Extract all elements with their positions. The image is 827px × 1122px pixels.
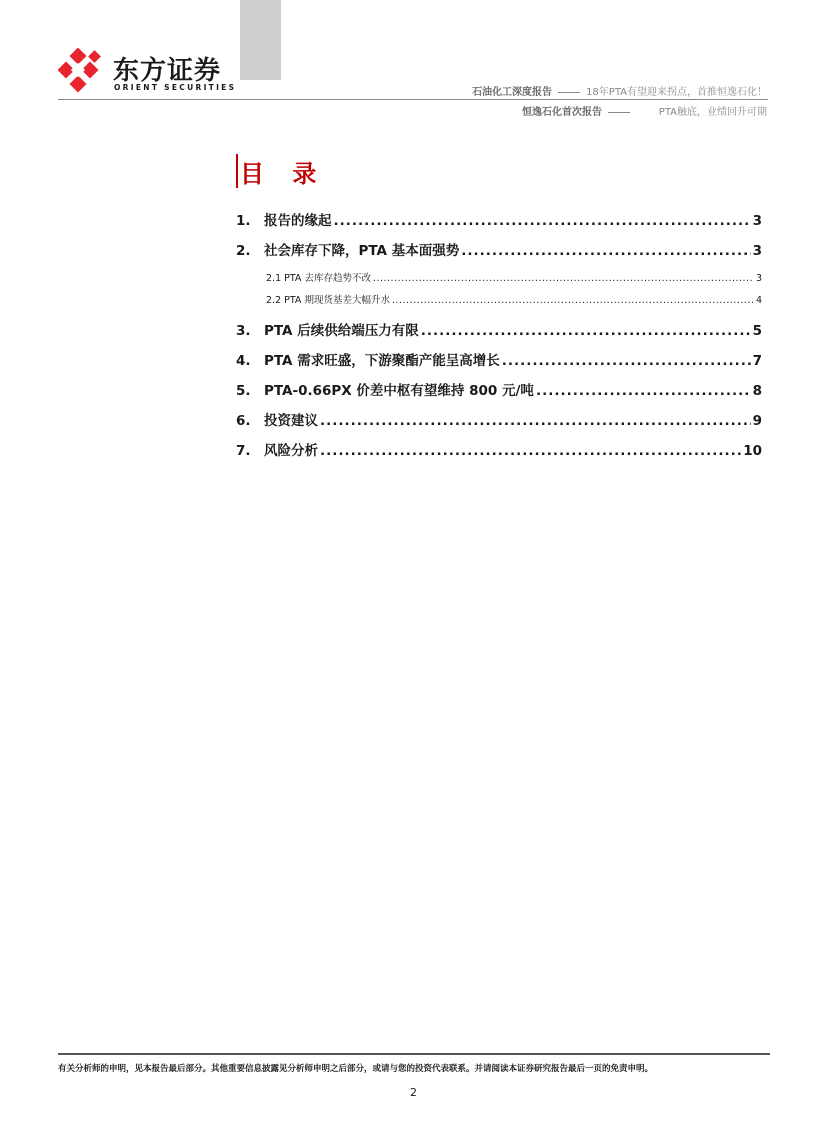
footer-disclaimer: 有关分析师的申明，见本报告最后部分。其他重要信息披露见分析师申明之后部分，或请与您的投资代表联系。并请阅读本证券研究报告最后一页的免责申明。	[58, 1064, 654, 1074]
toc-dot-leader	[320, 410, 751, 432]
logo-text-en: ORIENT SECURITIES	[114, 83, 237, 92]
toc-dot-leader	[392, 292, 754, 310]
header-rule	[58, 99, 768, 100]
header-grey-tab	[240, 0, 281, 80]
header-line-1	[367, 83, 767, 98]
toc-dot-leader	[320, 440, 741, 462]
header-line-2	[367, 103, 767, 118]
toc-entry-page: 3	[752, 243, 762, 259]
toc-title: 目 录	[240, 160, 327, 188]
report-category: 石油化工深度报告	[472, 87, 553, 98]
footer-rule	[58, 1053, 770, 1055]
logo-text-cn: 东方证券	[113, 56, 222, 86]
toc-entry-page: 4	[755, 295, 762, 306]
toc-entry[interactable]	[236, 440, 762, 470]
report-type: 恒逸石化首次报告	[522, 107, 602, 118]
toc-entry-page: 9	[752, 413, 762, 429]
toc-entry-number: 1.	[236, 213, 251, 229]
toc-entry-number: 4.	[236, 353, 251, 369]
toc-entry-label: 投资建议	[264, 413, 318, 429]
toc-entry-label: 2.2 PTA 期现货基差大幅升水	[266, 295, 390, 306]
toc-entry-label: PTA-0.66PX 价差中枢有望维持 800 元/吨	[264, 383, 534, 399]
toc-entry[interactable]	[236, 350, 762, 380]
toc-entry-page: 7	[752, 353, 762, 369]
header-dash	[608, 112, 630, 113]
toc-entry-page: 5	[752, 323, 762, 339]
toc-entry-page: 8	[752, 383, 762, 399]
toc-dot-leader	[334, 210, 751, 232]
toc-entry-label: 2.1 PTA 去库存趋势不改	[266, 273, 371, 284]
toc-dot-leader	[373, 270, 754, 288]
header-dash	[558, 92, 580, 93]
toc-entry-page: 3	[752, 213, 762, 229]
toc-dot-leader	[502, 350, 751, 372]
toc-entry-label: 报告的缘起	[264, 213, 332, 229]
toc-entry-page: 10	[743, 443, 762, 459]
toc-dot-leader	[461, 240, 750, 262]
page-number: 2	[410, 1086, 417, 1099]
orient-logo-icon	[58, 48, 106, 96]
toc-entry[interactable]	[236, 410, 762, 440]
toc-entry-number: 7.	[236, 443, 251, 459]
table-of-contents	[236, 210, 762, 470]
toc-dot-leader	[536, 380, 751, 402]
report-title: 18年PTA有望迎来拐点，首推恒逸石化！	[586, 87, 767, 98]
toc-entry[interactable]	[236, 210, 762, 240]
toc-entry-label: PTA 需求旺盛，下游聚酯产能呈高增长	[264, 353, 500, 369]
report-subtitle: PTA触底，业绩回升可期	[658, 107, 767, 118]
toc-entry[interactable]	[236, 270, 762, 292]
toc-entry[interactable]	[236, 320, 762, 350]
toc-entry[interactable]	[236, 240, 762, 270]
company-logo	[58, 48, 237, 98]
toc-entry-number: 5.	[236, 383, 251, 399]
toc-dot-leader	[421, 320, 751, 342]
toc-entry[interactable]	[236, 380, 762, 410]
toc-entry[interactable]	[236, 292, 762, 314]
toc-entry-number: 2.	[236, 243, 251, 259]
toc-entry-number: 3.	[236, 323, 251, 339]
toc-entry-label: PTA 后续供给端压力有限	[264, 323, 419, 339]
toc-entry-page: 3	[755, 273, 762, 284]
toc-entry-label: 社会库存下降，PTA 基本面强势	[264, 243, 460, 259]
toc-entry-number: 6.	[236, 413, 251, 429]
toc-entry-label: 风险分析	[264, 443, 318, 459]
toc-title-bar	[236, 154, 238, 188]
